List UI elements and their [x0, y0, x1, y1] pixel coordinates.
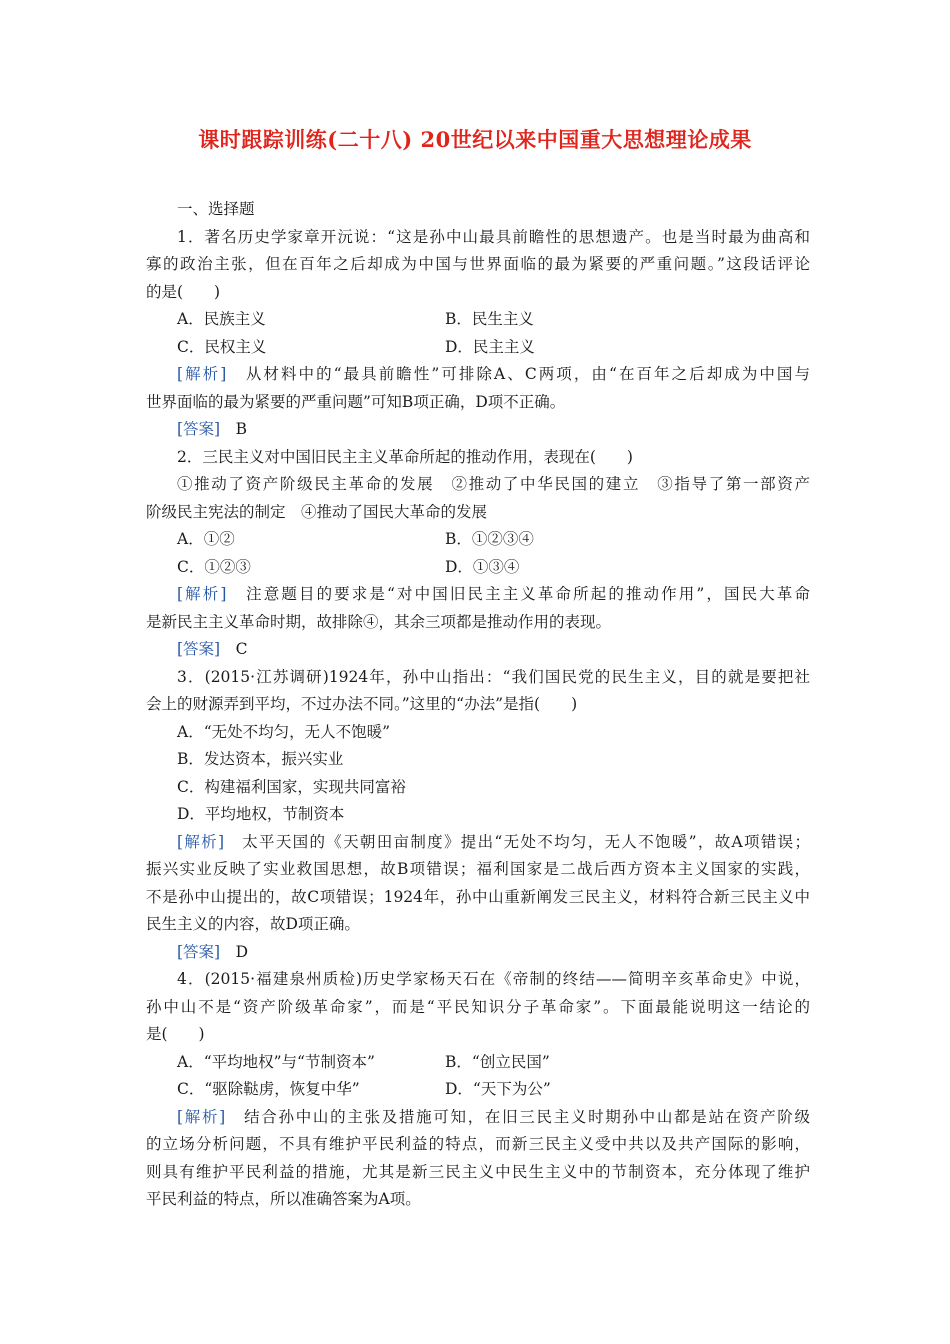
question-stem: 孙中山不是“资产阶级革命家”，而是“平民知识分子革命家”。下面最能说明这一结论的: [146, 997, 810, 1016]
analysis-tag: [解析]: [177, 585, 227, 603]
question-stem: 3．(2015·江苏调研)1924年，孙中山指出：“我们国民党的民生主义，目的就是要把社: [177, 667, 810, 686]
analysis-tag: [解析]: [177, 365, 227, 383]
analysis-line: [146, 1104, 810, 1132]
question-stem: 阶级民主宪法的制定 ④推动了国民大革命的发展: [146, 502, 488, 521]
analysis-line: [146, 361, 810, 389]
analysis-text: 太平天国的《天朝田亩制度》提出“无处不均匀，无人不饱暖”，故A项错误；: [242, 832, 810, 851]
question-stem: 2．三民主义对中国旧民主主义革命所起的推动作用，表现在( ): [177, 447, 633, 466]
analysis-text: 振兴实业反映了实业救国思想，故B项错误；福利国家是二战后西方资本主义国家的实践，: [146, 860, 810, 878]
option-row: [146, 554, 810, 582]
answer-line: [146, 636, 810, 664]
answer-tag: [答案]: [177, 942, 221, 961]
option-c: C．构建福利国家，实现共同富裕: [177, 777, 406, 796]
option-a: A．“无处不均匀，无人不饱暖”: [177, 722, 391, 741]
analysis-tag: [解析]: [177, 832, 225, 851]
analysis-text: 注意题目的要求是“对中国旧民主主义革命所起的推动作用”，国民大革命: [246, 585, 810, 603]
question-stem: 1．著名历史学家章开沅说：“这是孙中山最具前瞻性的思想遗产。也是当时最为曲高和: [177, 227, 810, 246]
question-stem: 寡的政治主张，但在百年之后却成为中国与世界面临的最为紧要的严重问题。”这段话评论: [146, 255, 810, 273]
analysis-text: 是新民主主义革命时期，故排除④，其余三项都是推动作用的表现。: [146, 612, 612, 631]
option-row: [146, 526, 810, 554]
option-d: D．平均地权，节制资本: [177, 805, 345, 823]
question-list: [146, 196, 810, 1214]
analysis-text: 从材料中的“最具前瞻性”可排除A、C两项，由“在百年之后却成为中国与: [245, 365, 810, 383]
option-d: D．①③④: [445, 557, 520, 576]
analysis-text: 世界面临的最为紧要的严重问题”可知B项正确，D项不正确。: [146, 392, 566, 411]
question-3: [146, 664, 810, 967]
analysis-text: 不是孙中山提出的，故C项错误；1924年，孙中山重新阐发三民主义，材料符合新三民主义中: [146, 887, 810, 906]
question-stem: 会上的财源弄到平均，不过办法不同。”这里的“办法”是指( ): [146, 695, 578, 713]
question-stem: 4．(2015·福建泉州质检)历史学家杨天石在《帝制的终结——简明辛亥革命史》中说，: [177, 970, 810, 988]
answer-value: D: [235, 942, 249, 961]
option-row: [146, 1049, 810, 1077]
analysis-line: [146, 581, 810, 609]
answer-line: [146, 939, 810, 967]
option-d: D．“天下为公”: [445, 1080, 551, 1098]
question-stem: 的是( ): [146, 282, 221, 301]
option-b: B．“创立民国”: [445, 1052, 550, 1071]
question-4: [146, 966, 810, 1214]
option-a: A．民族主义: [177, 310, 266, 328]
option-row: [146, 1076, 810, 1104]
option-row: [146, 334, 810, 362]
option-c: C．民权主义: [177, 337, 267, 356]
option-b: B．①②③④: [445, 530, 534, 548]
page-title: 课时跟踪训练(二十八) 20世纪以来中国重大思想理论成果: [198, 127, 752, 152]
answer-tag: [答案]: [177, 420, 221, 438]
question-stem: 是( ): [146, 1025, 205, 1043]
option-c: C．“驱除鞑虏，恢复中华”: [177, 1080, 360, 1098]
answer-value: B: [235, 420, 248, 438]
answer-value: C: [235, 640, 248, 658]
option-a: A．①②: [177, 530, 235, 548]
option-c: C．①②③: [177, 557, 251, 576]
option-row: [146, 306, 810, 334]
analysis-text: 结合孙中山的主张及措施可知，在旧三民主义时期孙中山都是站在资产阶级: [244, 1107, 810, 1126]
option-a: A．“平均地权”与“节制资本”: [177, 1052, 375, 1071]
answer-line: [146, 416, 810, 444]
analysis-line: [146, 829, 810, 857]
analysis-tag: [解析]: [177, 1107, 226, 1126]
question-2: [146, 444, 810, 664]
option-b: B．发达资本，振兴实业: [177, 750, 344, 768]
question-stem: ①推动了资产阶级民主革命的发展 ②推动了中华民国的建立 ③指导了第一部资产: [177, 475, 810, 493]
analysis-text: 平民利益的特点，所以准确答案为A项。: [146, 1190, 421, 1208]
analysis-text: 民生主义的内容，故D项正确。: [146, 915, 360, 933]
analysis-text: 则具有维护平民利益的措施，尤其是新三民主义中民生主义中的节制资本，充分体现了维护: [146, 1162, 810, 1181]
analysis-text: 的立场分析问题，不具有维护平民利益的特点，而新三民主义受中共以及共产国际的影响，: [146, 1135, 810, 1153]
option-d: D．民主主义: [445, 337, 535, 356]
question-1: [146, 224, 810, 444]
section-heading: 一、选择题: [177, 200, 255, 218]
option-b: B．民生主义: [445, 310, 534, 328]
answer-tag: [答案]: [177, 640, 221, 658]
